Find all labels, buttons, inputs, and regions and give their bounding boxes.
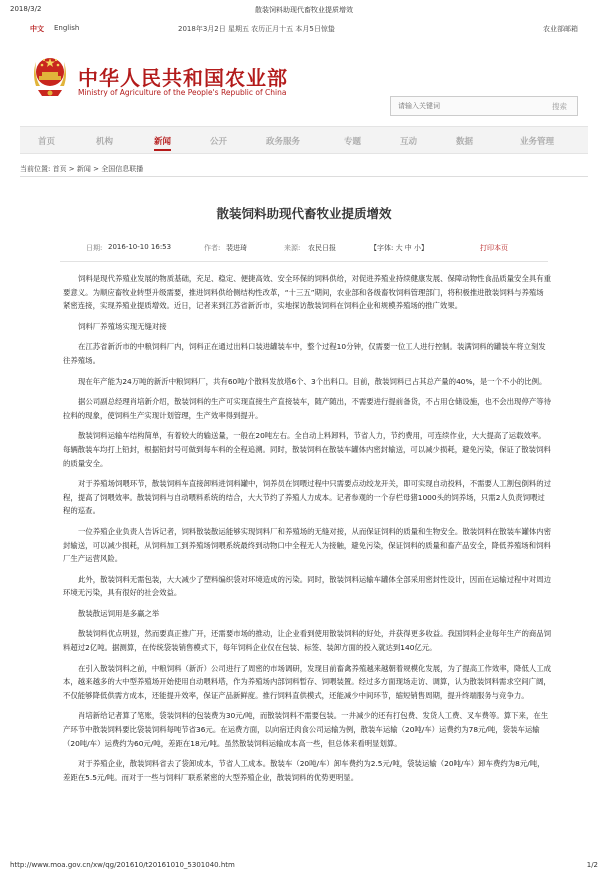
lang-chinese-link[interactable]: 中文 [30,25,44,33]
paragraph: 此外，散装饲料无需包装，大大减少了塑料编织袋对环境造成的污染。同时，散装饲料运输车罐体全部采用密封性设计，因而在运输过程中对周边环境无污染，具有很好的社会效益。 [63,574,552,598]
nav-institutions[interactable]: 机构 [96,137,114,147]
print-header [10,5,598,17]
page-number: 1/2 [586,861,598,869]
font-size-control[interactable]: 【字体: 大 中 小】 [370,244,429,252]
breadcrumb[interactable]: 当前位置: 首页 > 新闻 > 全国信息联播 [20,165,144,173]
article-body [63,272,551,791]
print-date: 2018/3/2 [10,5,42,13]
mail-link[interactable]: 农业部邮箱 [543,25,578,33]
search-button[interactable]: 搜索 [552,102,567,111]
paragraph: 在引入散装饲料之前，中粮饲料（新沂）公司进行了周密的市场调研，发现目前畜禽养殖越来越朝着规模化发展，为了提高工作效率，降低人工成本，越来越多的大中型养殖场开始使用自动喂料塔，作为养殖场内部饲料暂存、饲喂装置。经过多方面现场走访、调算，认为散装饲料需求空间广阔，不仅能够降低供需方成本，还能提升效率，保证产品新鲜度。推行饲料直供模式，还能减少中间环节，缩短销售周期，提升终端服务与竞争力。 [63,663,552,700]
site-name-english: Ministry of Agriculture of the People's Republic of China [78,88,287,97]
date-label: 日期: [86,244,103,252]
paragraph: 饲料是现代养殖业发展的物质基础，充足、稳定、便捷高效、安全环保的饲料供给，对促进养殖业持续健康发展、保障动物性食品质量安全具有重要意义。为顺应畜牧业转型升级需要，推进饲料供给侧结构性改革，“十三五”期间，农业部和各级畜牧饲料管理部门，将积极推进散装饲料与养殖场紧密连接，实现养殖业提质增效。近日，记者来到江苏省新沂市，实地探访散装饲料在饲料企业和规模养殖场的推广效果。 [63,274,552,311]
source-name: 农民日报 [308,244,336,252]
meta-divider [60,261,548,262]
lang-english-link[interactable]: English [54,24,80,32]
search-box [390,96,578,116]
print-url: http://www.moa.gov.cn/xw/qg/201610/t20161010_5301040.htm [10,861,235,869]
article-meta [20,243,588,255]
print-footer [10,861,598,873]
paragraph: 据公司副总经理肖培新介绍，散装饲料的生产可实现直接生产直接装车，随产随出，不需要进行提前备货，不占用仓储设施，也不会出现停产等待拉料的现象，使饲料生产实现计划管理，生产效率得到提升。 [63,397,552,420]
paragraph: 在江苏省新沂市的中粮饲料厂内，饲料正在通过出料口装进罐装车中，整个过程10分钟，仅需要一位工人进行控制。装满饲料的罐装车将立刻发往养殖场。 [63,342,546,365]
paragraph: 对于养殖场饲喂环节，散装饲料车直接卸料进饲料罐中，饲养员在饲喂过程中只需要点动绞龙开关，即可实现自动投料，不需要人工割包倒料的过程，提高了饲喂效率。散装饲料与自动喂料系统的结合，大大节约了养殖人力成本。记者参观的一个存栏母猪1000头的饲养场，只需2人负责饲喂过程的巡查。 [63,479,552,516]
source-label: 来源: [284,244,301,252]
publish-date: 2016-10-10 16:53 [108,243,172,251]
nav-gov-services[interactable]: 政务服务 [266,137,301,147]
paragraph: 现在年产能为24万吨的新沂中粮饲料厂，共有60吨/个散料发放塔6个、3个出料口。目前，散装饲料已占其总产量的40%，是一个不小的比例。 [78,376,547,386]
nav-news[interactable]: 新闻 [154,137,172,147]
nav-data[interactable]: 数据 [456,137,474,147]
top-bar [30,22,578,36]
paragraph: 散装饲料运输车结构简单，有着较大的输送量，一般在20吨左右。全自动上料卸料，节省人力，节约费用，可连续作业，大大提高了运载效率。每辆散装车均打上铅封，根据铅封号可做到每车料的全程追溯。同时，散装饲料在散装车罐体内密封输送，可以减少损耗，避免污染，保证了散装饲料的质量安全。 [63,431,551,468]
paragraph: 散装饲料优点明显，然而要真正推广开，还需要市场的推动，让企业看到使用散装饲料的好处，并获得更多收益。我国饲料企业每年生产的商品饲料超过2亿吨。据测算，在传统袋装销售模式下，每年饲料企业仅在包装、标签、装卸方面的投入就达到140亿元。 [63,629,552,653]
print-page-link[interactable]: 打印本页 [480,244,508,252]
paragraph: 肖培新给记者算了笔账，袋装饲料的包装费为30元/吨，而散装饲料不需要包装。一井减少的还有打包费、发货人工费、叉车费等。算下来，在生产环节中散装饲料要比袋装饲料每吨节省36元。在运费方面，以向宿迁肉食公司运输为例，散装车运输（20吨/车）运费约为78元/吨，袋装车运输（20吨/车）运费约为60元/吨，差距在18元/吨。虽然散装饲料运输成本高一些，但总体来看明显划算。 [63,711,549,748]
paragraph: 一位养殖企业负责人告诉记者，饲料散装散运能够实现饲料厂和养殖场的无缝对接，从而保证饲料的质量和生物安全。散装饲料在散装车罐体内密封输送，可以减少损耗，从饲料加工到养殖场饲喂系统最终到动物口中全程无人为接触，避免污染，保证饲料的质量和畜产品安全，降低养殖场和饲料厂生产运营风险。 [63,526,552,564]
nav-interaction[interactable]: 互动 [400,137,418,147]
author-name: 裴进琦 [226,244,247,252]
search-input[interactable] [391,97,531,115]
nav-business[interactable]: 业务管理 [520,137,555,147]
masthead [30,44,578,120]
nav-public[interactable]: 公开 [210,137,228,147]
breadcrumb-divider [20,176,588,177]
section-heading: 散装散运饲用是多赢之举 [78,608,160,618]
article-title: 散装饲料助现代畜牧业提质增效 [216,206,392,221]
paragraph: 对于养殖企业，散装饲料省去了袋卸成本，节省人工成本。散装车（20吨/车）卸车费约为2.5元/吨，袋装运输（20吨/车）卸车费约为8元/吨，差距在5.5元/吨。而对于一些与饲料厂联系紧密的大型养殖企业，散装饲料的优势更明显。 [63,759,545,782]
national-emblem-icon [30,52,70,100]
nav-home[interactable]: 首页 [38,137,56,147]
main-nav [20,126,588,154]
print-page-title: 散装饲料助现代畜牧业提质增效 [255,6,353,14]
today-date-text: 2018年3月2日 星期五 农历正月十五 本月5日惊蛰 [178,25,335,33]
site-name: 中华人民共和国农业部 [78,66,288,90]
author-label: 作者: [204,244,221,252]
nav-topics[interactable]: 专题 [344,137,362,147]
section-heading: 饲料厂养殖场实现无缝对接 [78,321,167,331]
